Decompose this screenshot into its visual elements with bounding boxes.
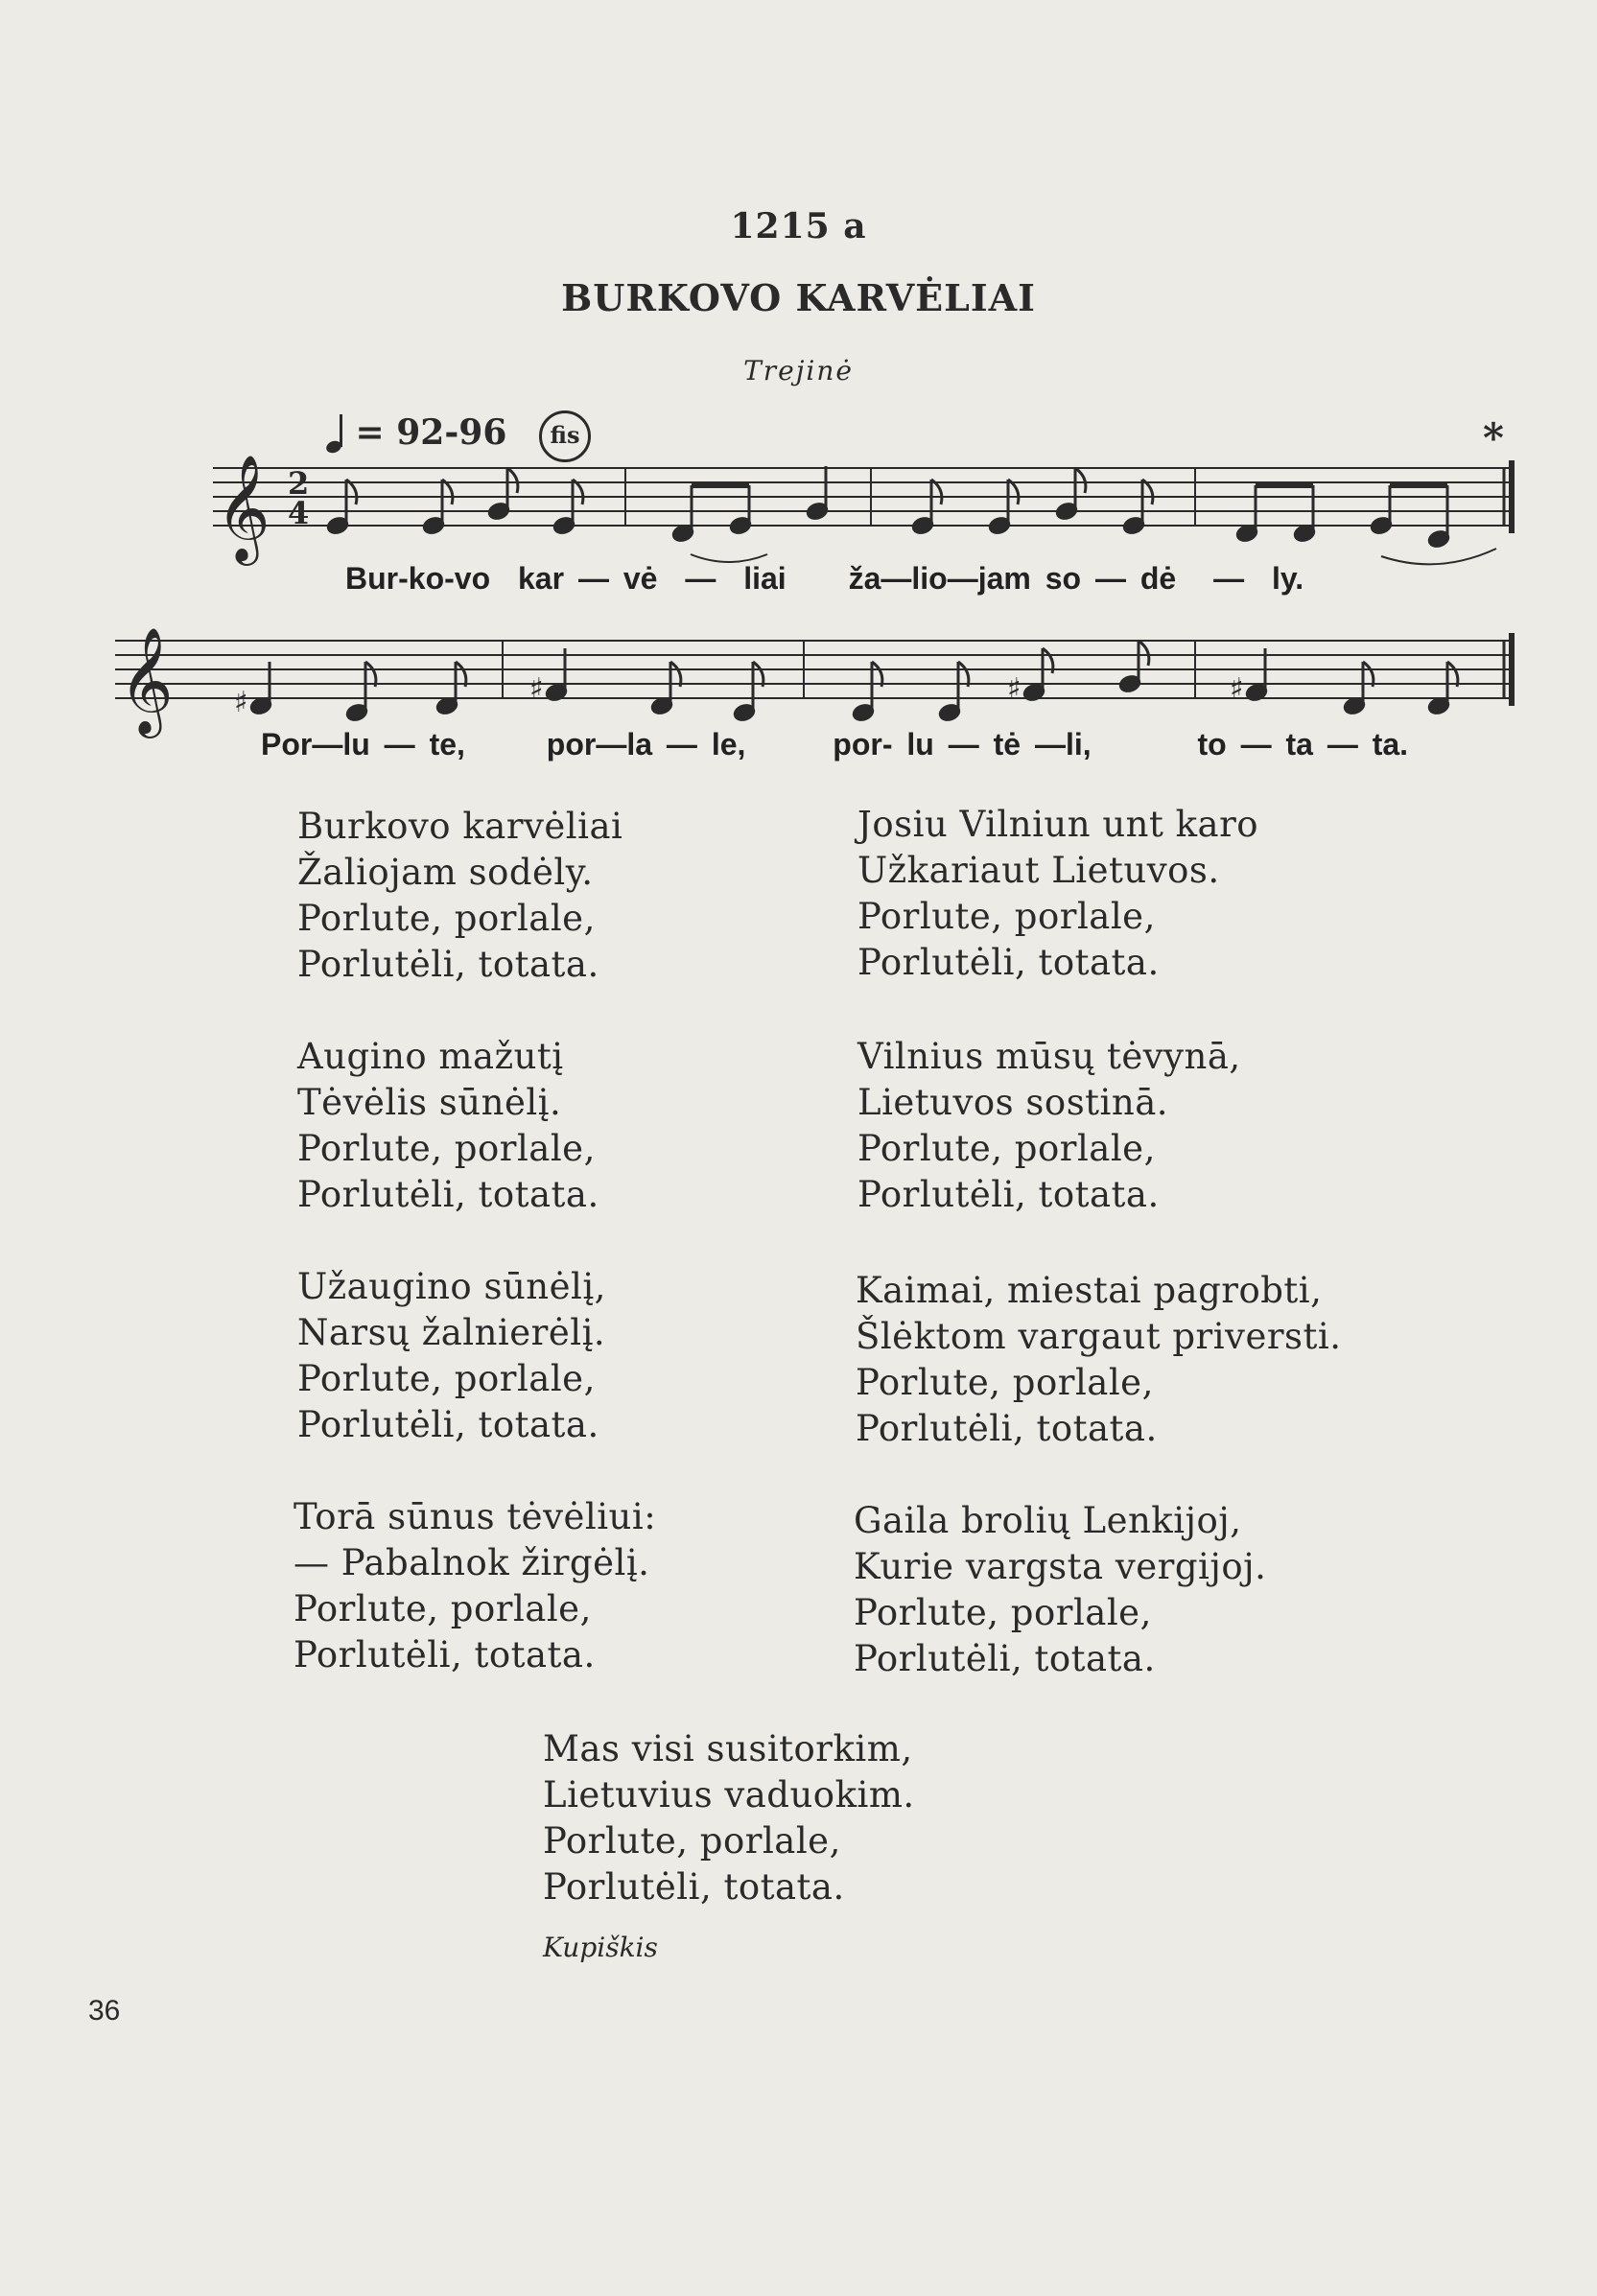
slur — [1381, 549, 1496, 564]
lyrics-line-1: Bur-ko-vo kar — vė — liai ža—lio—jam so — dė — ly. — [345, 561, 1304, 596]
stanza-5: Josiu Vilniun unt karo Užkariaut Lietuvos. Porlute, porlale, Porlutėli, totata. — [857, 804, 1259, 983]
sharp-icon: ♯ — [1230, 672, 1244, 706]
song-title: BURKOVO KARVĖLIAI — [561, 276, 1036, 319]
half-note-icon — [326, 414, 343, 453]
time-sig-top: 2 — [288, 465, 310, 502]
lyrics-line-2: Por—lu — te, por—la — le, por- lu — tė —li, to — ta — ta. — [261, 727, 1409, 761]
footnote-asterisk: * — [1483, 414, 1504, 461]
tempo-marking — [326, 412, 506, 453]
page-number: 36 — [88, 1995, 121, 2027]
treble-clef-icon: 𝄞 — [216, 454, 270, 561]
stanza-1: Burkovo karvėliai Žaliojam sodėly. Porlute, porlale, Porlutėli, totata. — [297, 806, 623, 985]
stanza-4: Torā sūnus tėvėliui: — Pabalnok žirgėlį. Porlute, porlale, Porlutėli, totata. — [294, 1496, 657, 1675]
tempo-value: = 92-96 — [355, 412, 507, 453]
stanza-2: Augino mažutį Tėvėlis sūnėlį. Porlute, porlale, Porlutėli, totata. — [297, 1036, 599, 1215]
stanza-8: Gaila brolių Lenkijoj, Kurie vargsta vergijoj. Porlute, porlale, Porlutėli, totata. — [854, 1500, 1267, 1679]
sharp-icon: ♯ — [1007, 672, 1022, 706]
song-number: 1215 a — [730, 206, 867, 246]
stanza-6: Vilnius mūsų tėvynā, Lietuvos sostinā. Porlute, porlale, Porlutėli, totata. — [857, 1036, 1241, 1215]
stanza-3: Užaugino sūnėlį, Narsų žalnierėlį. Porlute, porlale, Porlutėli, totata. — [297, 1266, 606, 1445]
stanza-9: Mas visi susitorkim, Lietuvius vaduokim. Porlute, porlale, Porlutėli, totata. — [543, 1728, 915, 1908]
stanza-7: Kaimai, miestai pagrobti, Šlėktom vargaut priversti. Porlute, porlale, Porlutėli, totata. — [856, 1270, 1342, 1449]
sharp-icon: ♯ — [234, 686, 248, 719]
treble-clef-icon: 𝄞 — [119, 626, 174, 734]
song-location: Kupiškis — [543, 1932, 658, 1963]
key-indicator: fis — [539, 410, 591, 462]
sharp-icon: ♯ — [529, 672, 544, 706]
time-sig-bottom: 4 — [288, 495, 310, 531]
song-subtitle: Trejinė — [743, 355, 854, 387]
